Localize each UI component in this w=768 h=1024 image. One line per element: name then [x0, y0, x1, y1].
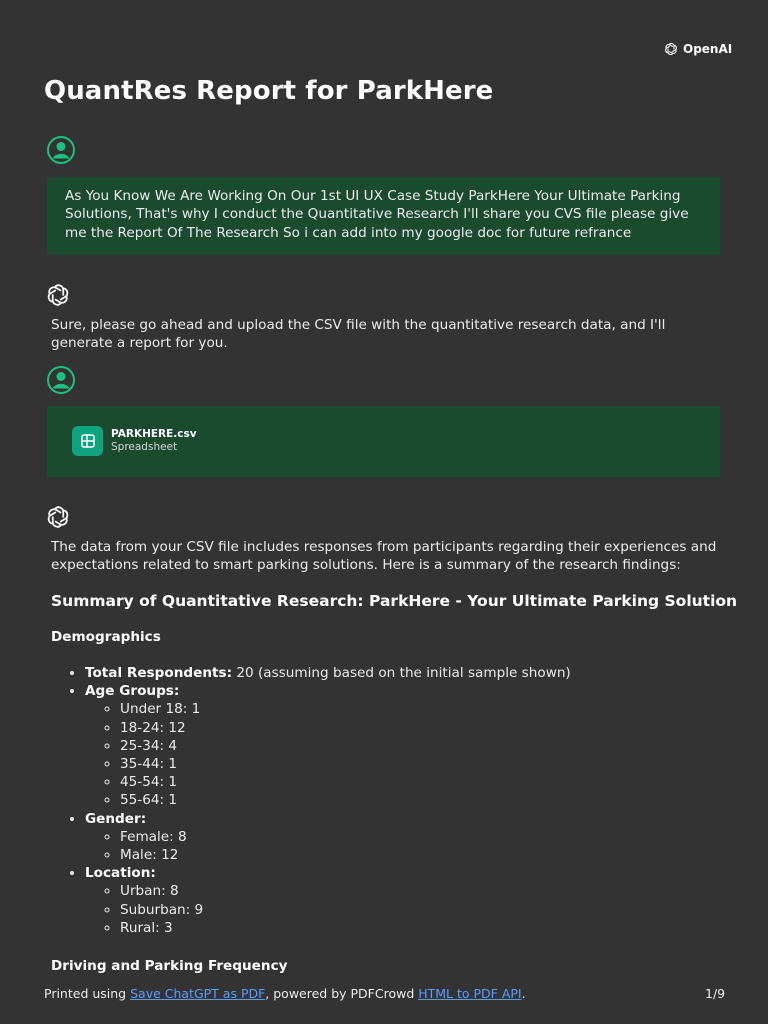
assistant-intro-text: The data from your CSV file includes responses from participants regarding their experiences and expectations related to smart parking solutions. Here is a summary of the research findings:: [51, 539, 717, 574]
demographics-heading: Demographics: [51, 629, 161, 645]
driving-parking-heading: Driving and Parking Frequency: [51, 958, 288, 974]
age-label: Age Groups:: [85, 683, 180, 700]
user-message-bubble: [47, 177, 720, 255]
location-label: Location:: [85, 865, 156, 882]
list-item: ◦ Under 18: 1: [120, 700, 571, 718]
brand-name: OpenAI: [683, 42, 733, 56]
list-item: [85, 864, 571, 937]
list-item: ◦ 18-24: 12: [120, 719, 571, 737]
print-footer: [44, 986, 526, 1001]
list-item: ◦ Female: 8: [120, 828, 571, 846]
list-item: ◦ 25-34: 4: [120, 737, 571, 755]
total-label: Total Respondents:: [85, 665, 233, 681]
report-heading: Summary of Quantitative Research: ParkHere - Your Ultimate Parking Solution: [51, 592, 738, 610]
user-message-text: As You Know We Are Working On Our 1st UI UX Case Study ParkHere Your Ultimate Parking Solutions, That's why I conduct the Quantitative Research I'll share you CVS file please give me the Report Of The Research So i can add into my google doc for future refrance: [65, 188, 689, 241]
footer-suffix: .: [521, 986, 526, 1001]
footer-prefix: Printed using: [44, 986, 131, 1001]
demographics-list: [51, 664, 571, 937]
list-item: [85, 810, 571, 865]
openai-logo-icon: [663, 41, 679, 57]
page-number: 1/9: [705, 986, 726, 1001]
list-item: ◦ 55-64: 1: [120, 791, 571, 809]
total-value: 20 (assuming based on the initial sample shown): [232, 665, 571, 681]
location-list: [85, 882, 571, 937]
list-item: ◦ 35-44: 1: [120, 755, 571, 773]
list-item: ◦ Male: 12: [120, 846, 571, 864]
assistant-message-text: Sure, please go ahead and upload the CSV file with the quantitative research data, and I'll generate a report for you.: [51, 317, 666, 352]
list-item: [85, 682, 571, 809]
list-item: [85, 664, 571, 682]
user-avatar-icon: [46, 135, 76, 165]
save-chatgpt-pdf-link[interactable]: Save ChatGPT as PDF: [130, 986, 266, 1001]
file-name: PARKHERE.csv: [111, 428, 197, 440]
gender-label: Gender:: [85, 810, 147, 827]
list-item: ◦ Suburban: 9: [120, 901, 571, 919]
page-title: QuantRes Report for ParkHere: [44, 76, 494, 106]
html-to-pdf-link[interactable]: HTML to PDF API: [418, 986, 522, 1001]
list-item: ◦ 45-54: 1: [120, 773, 571, 791]
spreadsheet-icon: [72, 426, 103, 456]
list-item: ◦ Urban: 8: [120, 882, 571, 900]
age-groups-list: [85, 700, 571, 809]
openai-brand: [663, 41, 732, 57]
list-item: ◦ Rural: 3: [120, 919, 571, 937]
chatgpt-logo-icon: [44, 281, 72, 309]
user-avatar-icon: [46, 365, 76, 395]
gender-list: [85, 828, 571, 864]
file-attachment[interactable]: [72, 426, 197, 456]
file-type: Spreadsheet: [111, 441, 178, 453]
footer-middle: , powered by PDFCrowd: [265, 986, 419, 1001]
chatgpt-logo-icon: [44, 503, 72, 531]
